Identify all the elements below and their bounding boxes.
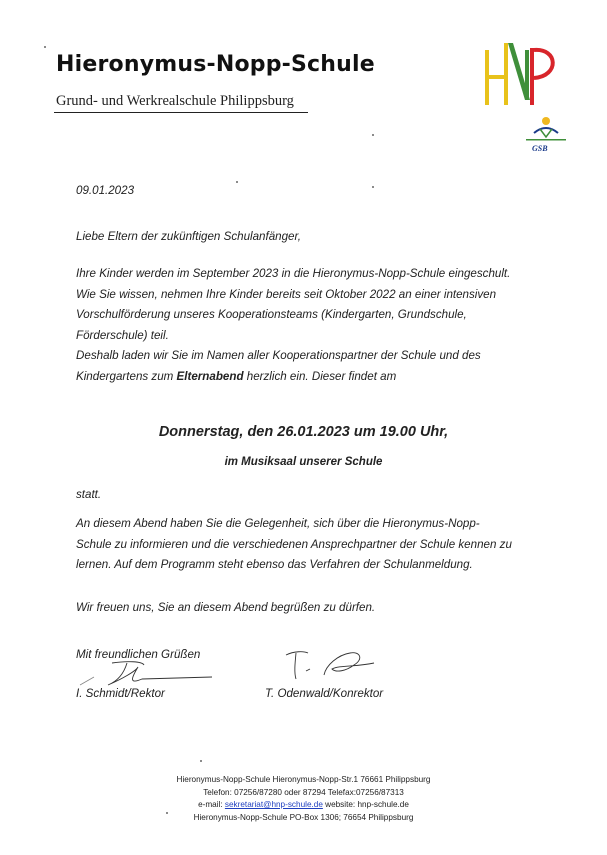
gsb-label: GSB: [532, 144, 548, 153]
letter-date: 09.01.2023: [76, 184, 135, 197]
scan-speck: [372, 186, 374, 188]
signer-principal: I. Schmidt/Rektor: [76, 687, 165, 700]
invitation-paragraph: [76, 264, 546, 387]
event-place: im Musiksaal unserer Schule: [224, 456, 383, 468]
header-divider: [54, 112, 308, 113]
footer-address: [0, 774, 607, 824]
school-logo: [480, 40, 558, 110]
paragraph-line: lernen. Auf dem Programm steht ebenso das Verfahren der Schulanmeldung.: [76, 558, 473, 571]
event-name-bold: Elternabend: [176, 369, 244, 383]
footer-line: Hieronymus-Nopp-Schule Hieronymus-Nopp-Str.1 76661 Philippsburg: [176, 775, 431, 784]
website-text: website: hnp-schule.de: [322, 800, 409, 809]
scan-speck: [166, 812, 168, 814]
signature-vice-principal: [280, 645, 390, 687]
email-link[interactable]: sekretariat@hnp-schule.de: [224, 800, 323, 809]
paragraph-line: Wie Sie wissen, nehmen Ihre Kinder bereits seit Oktober 2022 an einer intensiven: [76, 287, 497, 301]
footer-line: Hieronymus-Nopp-Schule PO-Box 1306; 76654 Philippsburg: [193, 812, 414, 822]
paragraph-line: Förderschule) teil.: [76, 328, 169, 342]
scan-speck: [200, 760, 202, 762]
handwritten-signature-icon: [280, 645, 390, 687]
gsb-badge: [520, 115, 570, 157]
info-paragraph: [76, 514, 512, 576]
text-fragment: Kindergartens zum: [76, 369, 177, 383]
scan-speck: [372, 134, 374, 136]
paragraph-line: An diesem Abend haben Sie die Gelegenheit, sich über die Hieronymus-Nopp-: [76, 517, 480, 530]
hnp-logo-icon: [480, 40, 558, 110]
paragraph-line: Ihre Kinder werden im September 2023 in die Hieronymus-Nopp-Schule eingeschult.: [76, 267, 511, 280]
scan-speck: [44, 46, 46, 48]
text-fragment: herzlich ein. Dieser findet am: [243, 369, 397, 383]
signer-vice-principal: T. Odenwald/Konrektor: [265, 687, 384, 700]
statt-text: statt.: [76, 488, 102, 501]
email-label: e-mail:: [198, 800, 225, 809]
school-subtitle: Grund- und Werkrealschule Philippsburg: [56, 93, 294, 109]
event-date: Donnerstag, den 26.01.2023 um 19.00 Uhr,: [158, 424, 449, 440]
paragraph-line: [76, 367, 546, 388]
school-name: Hieronymus-Nopp-Schule: [56, 52, 375, 77]
closing-sentence: Wir freuen uns, Sie an diesem Abend begrüßen zu dürfen.: [76, 601, 376, 614]
scan-speck: [236, 181, 238, 183]
paragraph-line: Vorschulförderung unseres Kooperationsteams (Kindergarten, Grundschule,: [76, 308, 467, 321]
footer-line: [0, 799, 607, 812]
paragraph-line: Schule zu informieren und die verschiedenen Ansprechpartner der Schule kennen zu: [76, 537, 512, 551]
regards: Mit freundlichen Grüßen: [76, 648, 201, 661]
gsb-emblem-icon: [520, 115, 570, 145]
letter-greeting: Liebe Eltern der zukünftigen Schulanfänger,: [76, 230, 301, 243]
footer-line: Telefon: 07256/87280 oder 87294 Telefax:07256/87313: [203, 787, 404, 797]
paragraph-line: Deshalb laden wir Sie im Namen aller Kooperationspartner der Schule und des: [76, 349, 481, 362]
